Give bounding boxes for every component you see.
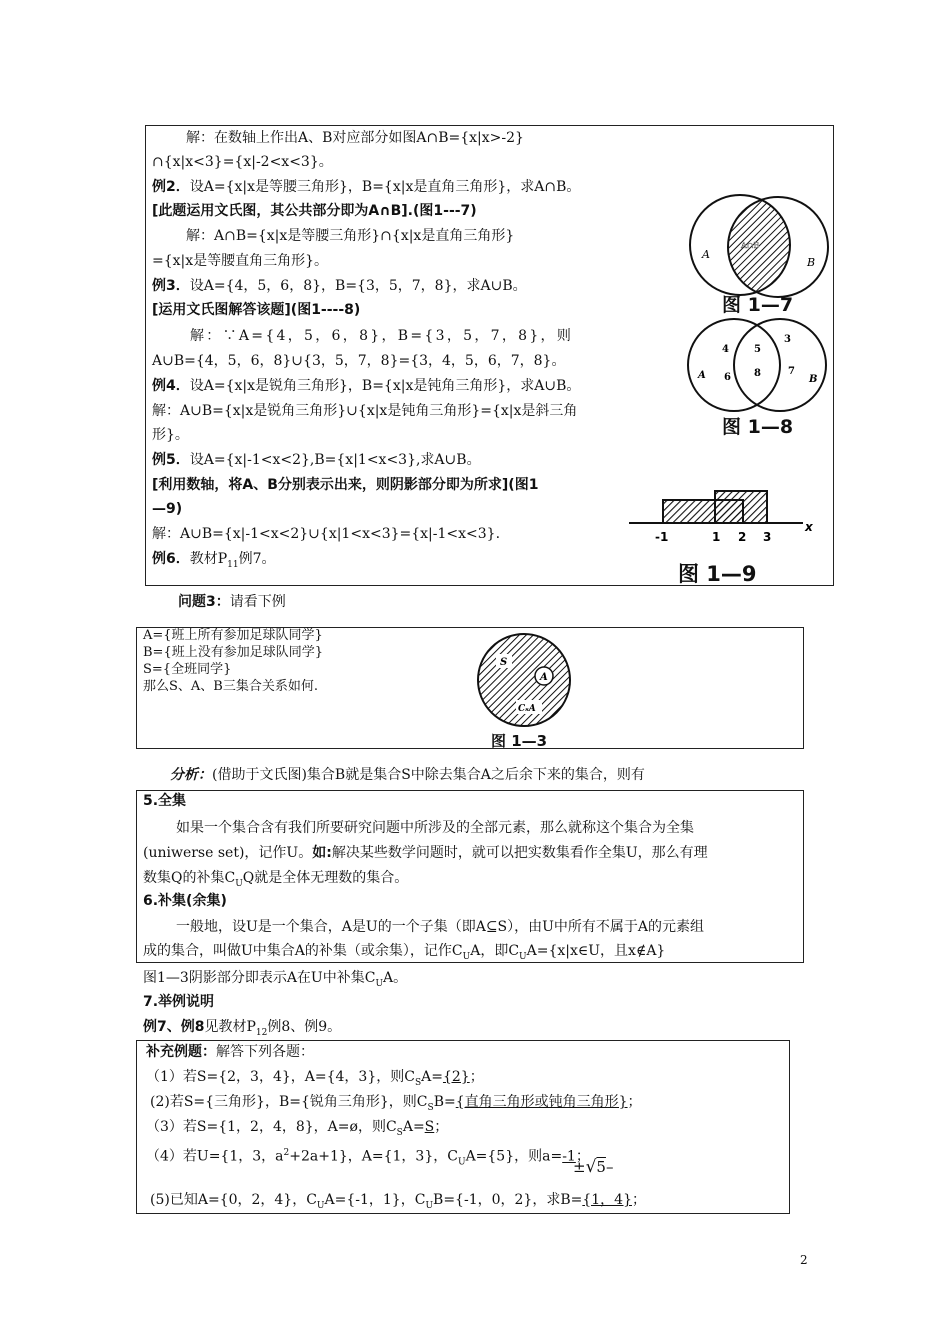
supplementary-title: 补充例题：解答下列各题： [146, 1044, 314, 1060]
example-2-hint: [此题运用文氏图，其公共部分即为A∩B].(图1---7) [152, 203, 477, 219]
fig-1-8-caption: 图 1—8 [722, 416, 794, 438]
exercise-5: (5)已知A={0，2，4}，$C_UA=\{-1$，1}，$C_UB=\{-1$，0，2}，求B={1，4}； [150, 1192, 646, 1211]
complement-para-1: 一般地，设U是一个集合，A是U的一个子集（即A⊆S），由U中所有不属于A的元素组 [176, 919, 705, 935]
tick-label: -1 [655, 530, 669, 544]
element-6: 6 [724, 372, 731, 383]
page-number: 2 [800, 1253, 808, 1267]
tick-label: 3 [763, 530, 772, 544]
example-4: 例4．设A={x|x是锐角三角形}，B={x|x是钝角三角形}，求A∪B。 [152, 378, 581, 394]
set-s-def: S={全班同学} [143, 662, 232, 677]
universal-set-para-2: (uniwerse set)，记作U。如:解决某些数学问题时，就可以把实数集看作全集U，那么有理 [143, 845, 708, 861]
example-3-hint: [运用文氏图解答该题](图1----8) [152, 302, 361, 318]
element-5: 5 [754, 344, 761, 355]
exercise-4-sqrt: ±√5– [573, 1157, 614, 1177]
example-5-solution: 解：A∪B={x|-1<x<2}∪{x|1<x<3}={x|-1<x<3}. [152, 526, 501, 542]
element-7: 7 [788, 366, 795, 377]
label-s: S [500, 657, 508, 668]
example-5-hint-1: [利用数轴，将A、B分别表示出来，则阴影部分即为所求](图1 [152, 477, 539, 493]
exercise-1: （1）若S={2，3，4}，A={4，3}，则$C_SA=\{2\}$； [146, 1069, 484, 1088]
complement-para-2: 成的集合，叫做U中集合A的补集（或余集），记作$C_UA$，即$C_UA=\{x|x\in U$，且x∉A} [143, 943, 666, 962]
question-3: 问题3：请看下例 [178, 594, 286, 610]
fig-1-3-note: 图1—3阴影部分即表示A在U中补集$C_UA$。 [143, 970, 408, 989]
number-line-fig-1-9 [625, 485, 825, 555]
example-5: 例5．设A={x|-1<x<2},B={x|1<x<3},求A∪B。 [152, 452, 481, 468]
element-4: 4 [722, 344, 729, 355]
example-5-hint-2: —9) [152, 501, 183, 517]
exercise-3: （3）若S={1，2，4，8}，A=ø，则$C_SA=S$； [146, 1119, 449, 1138]
universal-set-heading: 5.全集 [143, 793, 187, 809]
example-4-solution-2: 形}。 [152, 427, 189, 443]
example-4-solution-1: 解：A∪B={x|x是锐角三角形}∪{x|x是钝角三角形}={x|x是斜三角 [152, 403, 578, 419]
label-b: B [809, 374, 818, 385]
label-a: A [698, 370, 706, 381]
solution-line-2: ∩{x|x<3}={x|-2<x<3}。 [152, 154, 333, 170]
fig-1-7-caption: 图 1—7 [722, 294, 794, 316]
example-6: 例6．教材$P_{11}$例7。 [152, 551, 276, 570]
label-a: A [540, 672, 548, 683]
example-3-solution-2: A∪B={4，5，6，8}∪{3，5，7，8}={3，4，5，6，7，8}。 [152, 353, 566, 369]
analysis-line: 分析：(借助于文氏图)集合B就是集合S中除去集合A之后余下来的集合，则有 [170, 767, 645, 783]
fig-1-3-caption: 图 1—3 [491, 732, 548, 750]
label-b: B [807, 256, 816, 269]
exercise-2: (2)若S={三角形}，B={锐角三角形}，则$C_SB=${直角三角形或钝角三角形}； [150, 1094, 642, 1113]
example-3-solution-1: 解：∵A={4，5，6，8}，B={3，5，7，8}，则 [190, 328, 574, 344]
universal-set-para-1: 如果一个集合含有我们所要研究问题中所涉及的全部元素，那么就称这个集合为全集 [176, 820, 694, 836]
set-b-def: B={班上没有参加足球队同学} [143, 645, 323, 660]
venn-diagram-fig-1-8 [682, 310, 832, 420]
element-3: 3 [784, 334, 791, 345]
label-a: A [702, 248, 710, 261]
complement-heading: 6.补集(余集) [143, 893, 227, 909]
set-b-region [715, 491, 767, 523]
solution-line-1: 解：在数轴上作出A、B对应部分如图A∩B={x|x>-2} [186, 130, 524, 146]
universal-set-para-3: 数集Q的补集$C_UQ$就是全体无理数的集合。 [143, 870, 409, 889]
example-3: 例3．设A={4，5，6，8}，B={3，5，7，8}，求A∪B。 [152, 278, 527, 294]
tick-label: 1 [712, 530, 721, 544]
label-intersection: A∩B [741, 241, 760, 250]
fig-1-9-caption: 图 1—9 [678, 562, 757, 586]
example-2: 例2．设A={x|x是等腰三角形}，B={x|x是直角三角形}，求A∩B。 [152, 179, 581, 195]
relation-question: 那么S、A、B三集合关系如何. [143, 679, 318, 694]
examples-7-8: 例7、例8见教材$P_{12}$例8、例9。 [143, 1019, 342, 1038]
example-2-solution-1: 解：A∩B={x|x是等腰三角形}∩{x|x是直角三角形} [186, 228, 515, 244]
label-complement: CₛA [518, 704, 536, 714]
axis-x-label: x [805, 520, 813, 534]
set-a-def: A={班上所有参加足球队同学} [143, 628, 323, 643]
examples-heading: 7.举例说明 [143, 994, 215, 1010]
exercise-4: （4）若U={1，3，$a^2+2a+1$}，A={1，3}，$C_UA=\{5\}$，则a=-1； [146, 1148, 590, 1168]
tick-label: 2 [738, 530, 747, 544]
element-8: 8 [754, 368, 761, 379]
example-2-solution-2: ={x|x是等腰直角三角形}。 [152, 253, 329, 269]
venn-diagram-fig-1-3 [474, 630, 574, 730]
